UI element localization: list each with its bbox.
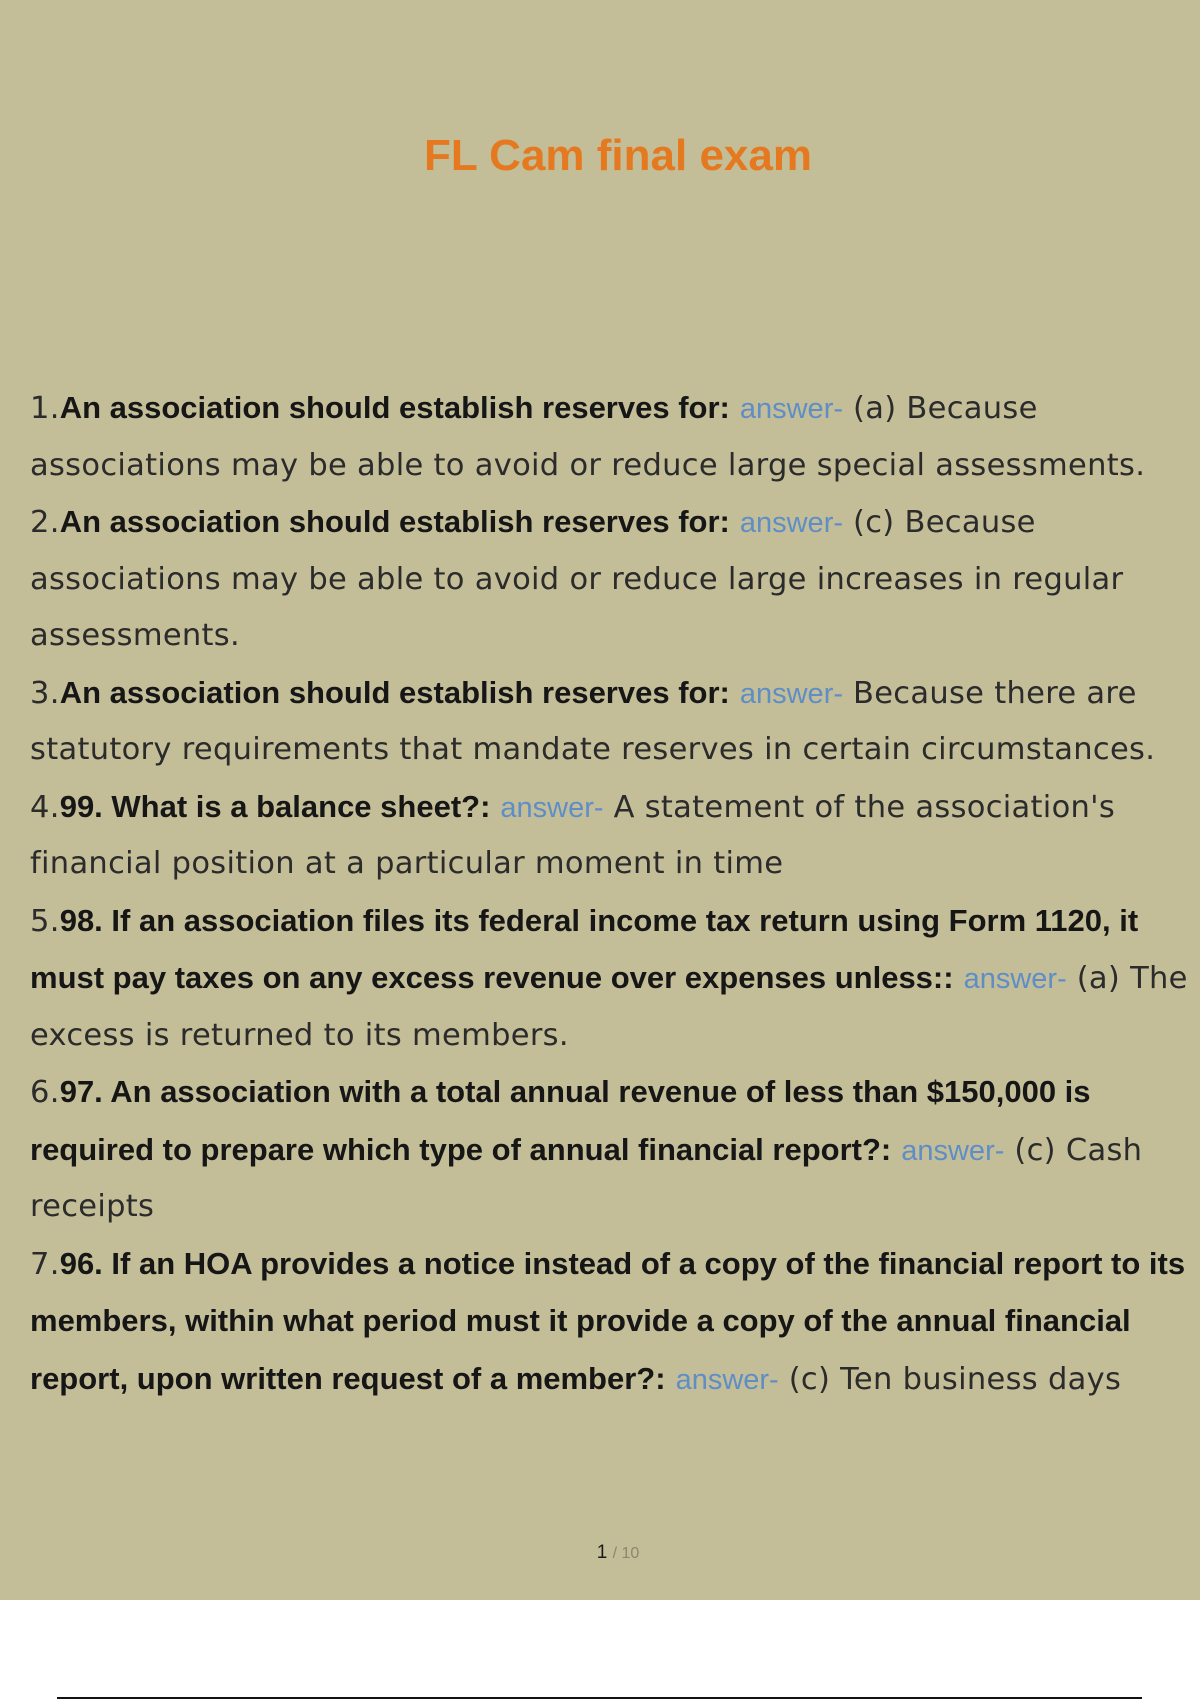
question-text: 97. An association with a total annual revenue of less than $150,000 is required to prepare which type of annual financial report?:: [30, 1074, 1091, 1167]
document-title: FL Cam final exam: [424, 131, 812, 180]
answer-label: answer-: [739, 677, 844, 710]
question-number: 7.: [30, 1246, 60, 1282]
answer-text: (c) Cash receipts: [30, 1132, 1143, 1224]
question-number: 4.: [30, 789, 60, 825]
answer-label: answer-: [500, 791, 604, 824]
answer-text: (c) Ten business days: [788, 1361, 1122, 1397]
page-current: 1: [596, 1542, 608, 1563]
page-indicator: [0, 1542, 1200, 1564]
answer-label: answer-: [963, 963, 1067, 995]
page-total: / 10: [612, 1545, 640, 1562]
answer-text: (c) Because associations may be able to avoid or reduce large increases in regular assessments.: [30, 505, 1124, 653]
answer-label: answer-: [901, 1134, 1005, 1167]
answer-label: answer-: [675, 1363, 779, 1396]
answer-text: (a) Because associations may be able to avoid or reduce large special assessments.: [30, 391, 1146, 483]
question-item: [30, 1064, 1190, 1236]
question-text: An association should establish reserves for:: [59, 674, 730, 710]
question-text: 96. If an HOA provides a notice instead of a copy of the financial report to its members, within what period must it provide a copy of the annual financial report, upon written request of a member?:: [30, 1245, 1186, 1396]
answer-text: Because there are statutory requirements that mandate reserves in certain circumstances.: [30, 675, 1156, 767]
question-item: [30, 1236, 1190, 1409]
question-item: [30, 893, 1190, 1065]
question-number: 5.: [30, 903, 60, 939]
answer-label: answer-: [739, 393, 844, 425]
question-text: 99. What is a balance sheet?:: [59, 788, 491, 824]
question-number: 6.: [30, 1075, 60, 1110]
question-text: 98. If an association files its federal income tax return using Form 1120, it must pay taxes on any excess revenue over expenses unless::: [30, 902, 1139, 995]
answer-text: (a) The excess is returned to its members.: [30, 961, 1188, 1053]
answer-text: A statement of the association's financial position at a particular moment in time: [30, 789, 1116, 881]
question-number: 2.: [30, 505, 60, 540]
bottom-divider: [57, 1697, 1142, 1699]
question-item: [30, 380, 1190, 494]
question-text: An association should establish reserves for:: [59, 504, 730, 539]
question-list: [30, 380, 1190, 1408]
answer-label: answer-: [739, 507, 844, 539]
question-item: [30, 494, 1190, 665]
question-text: An association should establish reserves for:: [59, 390, 730, 425]
question-number: 1.: [30, 391, 60, 426]
question-item: [30, 779, 1190, 893]
question-item: [30, 665, 1190, 779]
question-number: 3.: [30, 675, 60, 711]
